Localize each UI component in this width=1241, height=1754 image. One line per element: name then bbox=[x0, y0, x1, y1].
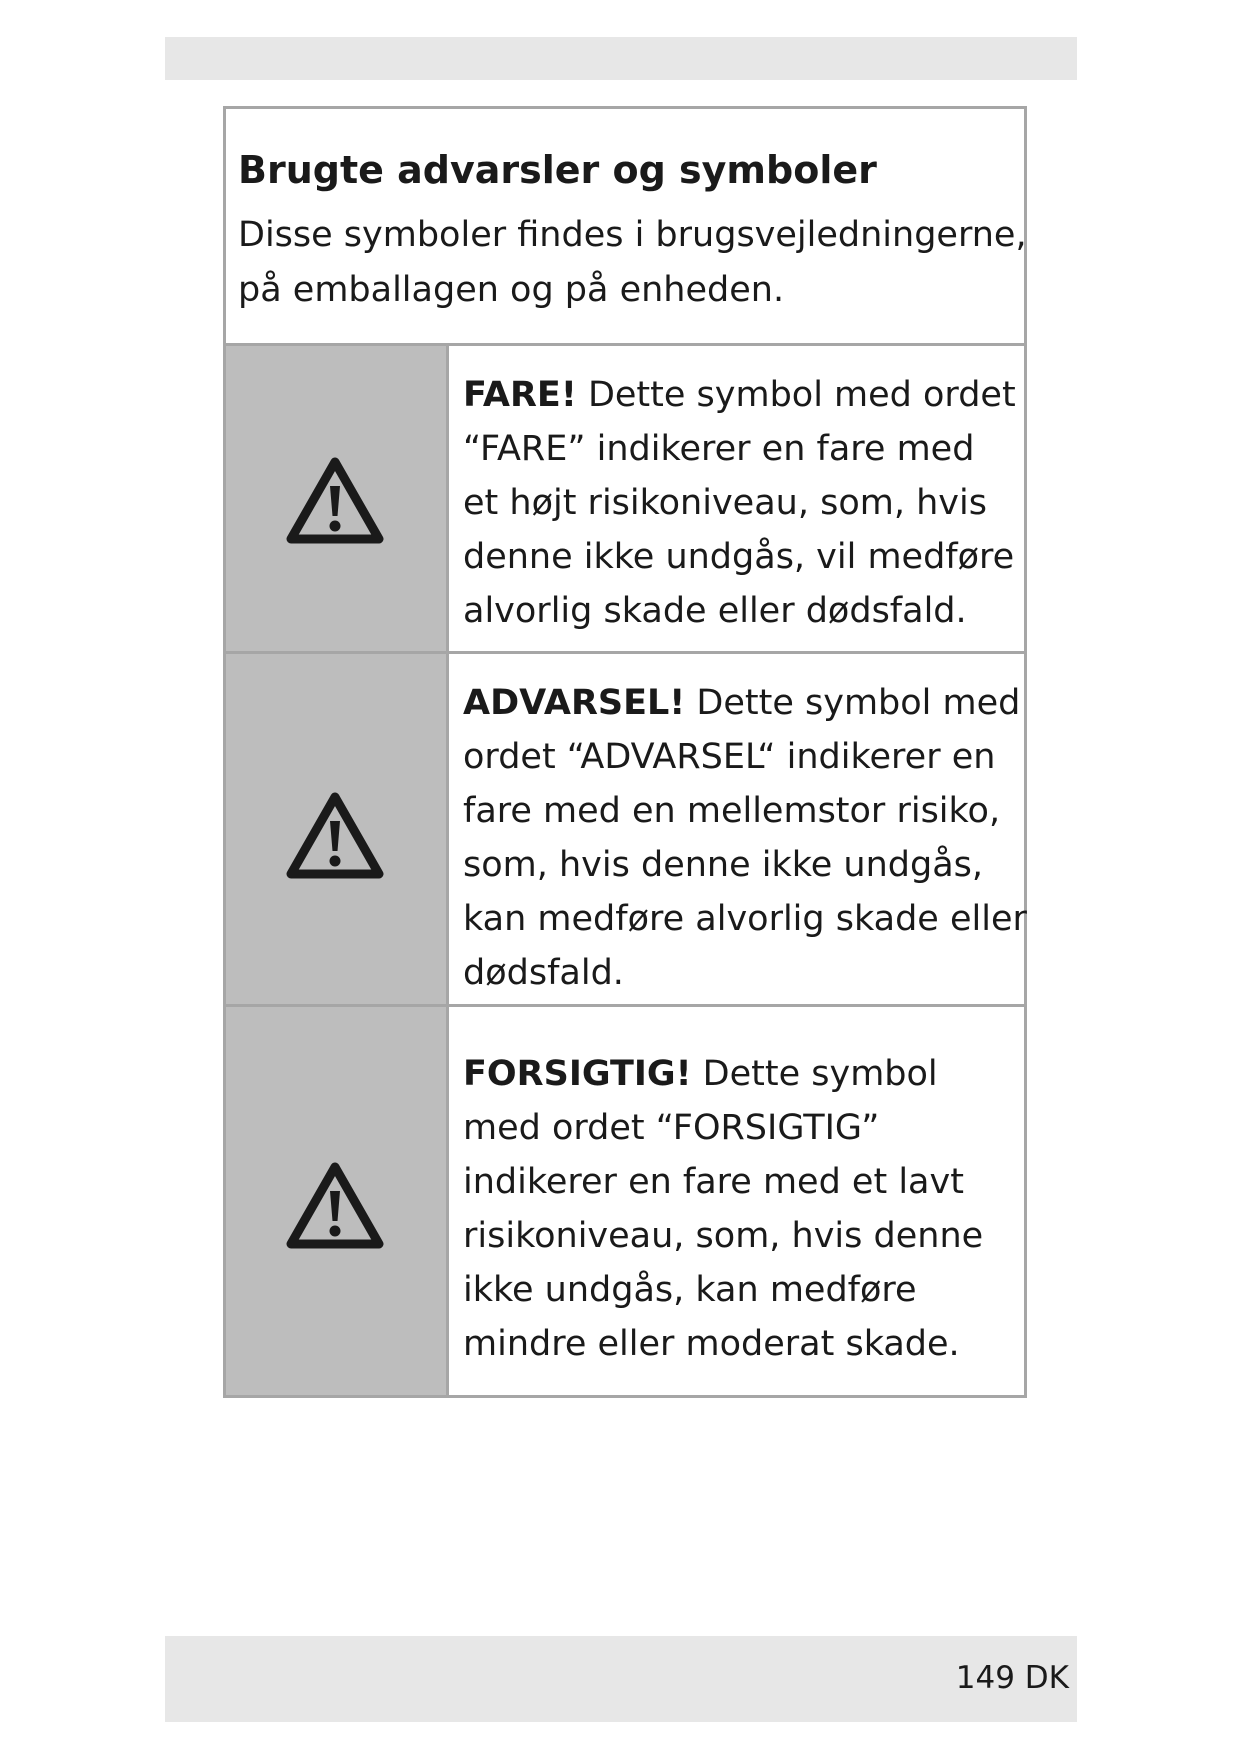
warning-text-line: med ordet “FORSIGTIG” bbox=[463, 1108, 880, 1148]
warning-text-line: mindre eller moderat skade. bbox=[463, 1324, 960, 1364]
signal-word: FARE! bbox=[463, 375, 577, 415]
warning-text-line: kan medføre alvorlig skade eller bbox=[463, 899, 1027, 939]
warning-first-line bbox=[463, 676, 1021, 730]
warning-row-warning bbox=[226, 654, 1027, 1007]
symbol-cell bbox=[226, 346, 449, 651]
warning-row-caution bbox=[226, 1007, 1024, 1395]
warning-symbols-table bbox=[223, 106, 1027, 1398]
page-number: 149 DK bbox=[955, 1660, 1069, 1696]
signal-word: FORSIGTIG! bbox=[463, 1054, 692, 1094]
warning-description bbox=[463, 676, 1027, 1000]
signal-word: ADVARSEL! bbox=[463, 683, 686, 723]
warning-first-line bbox=[463, 1047, 1016, 1101]
warning-text-line: et højt risikoniveau, som, hvis bbox=[463, 483, 987, 523]
warning-text-line: denne ikke undgås, vil medføre bbox=[463, 537, 1015, 577]
warning-text-line: “FARE” indikerer en fare med bbox=[463, 429, 975, 469]
warning-text-line: ikke undgås, kan medføre bbox=[463, 1270, 917, 1310]
warning-triangle-icon bbox=[285, 455, 385, 546]
warning-text-line: fare med en mellemstor risiko, bbox=[463, 791, 1001, 831]
warning-text: Dette symbol med bbox=[685, 683, 1021, 723]
intro-section bbox=[226, 109, 1027, 346]
warning-row-danger bbox=[226, 346, 1024, 654]
warning-text-line: alvorlig skade eller dødsfald. bbox=[463, 591, 967, 631]
warning-first-line bbox=[463, 368, 1016, 422]
warning-text: Dette symbol bbox=[691, 1054, 938, 1094]
warning-text-line: som, hvis denne ikke undgås, bbox=[463, 845, 984, 885]
warning-text-line: risikoniveau, som, hvis denne bbox=[463, 1216, 984, 1256]
footer-band bbox=[165, 1636, 1077, 1722]
warning-description bbox=[463, 1047, 1016, 1371]
symbol-cell bbox=[226, 1007, 449, 1395]
warning-triangle-icon bbox=[285, 1160, 385, 1251]
warning-text-line: indikerer en fare med et lavt bbox=[463, 1162, 964, 1202]
warning-text-line: ordet “ADVARSEL“ indikerer en bbox=[463, 737, 996, 777]
warning-description bbox=[463, 368, 1016, 638]
intro-text-line: Disse symboler findes i brugsvejledningerne, bbox=[238, 215, 1027, 255]
warning-text-line: dødsfald. bbox=[463, 953, 624, 993]
warning-triangle-icon bbox=[285, 790, 385, 881]
symbol-cell bbox=[226, 654, 449, 1004]
section-title: Brugte advarsler og symboler bbox=[238, 148, 877, 192]
warning-text: Dette symbol med ordet bbox=[576, 375, 1016, 415]
intro-text bbox=[238, 208, 1027, 318]
intro-text-line: på emballagen og på enheden. bbox=[238, 270, 785, 310]
header-band bbox=[165, 37, 1077, 80]
